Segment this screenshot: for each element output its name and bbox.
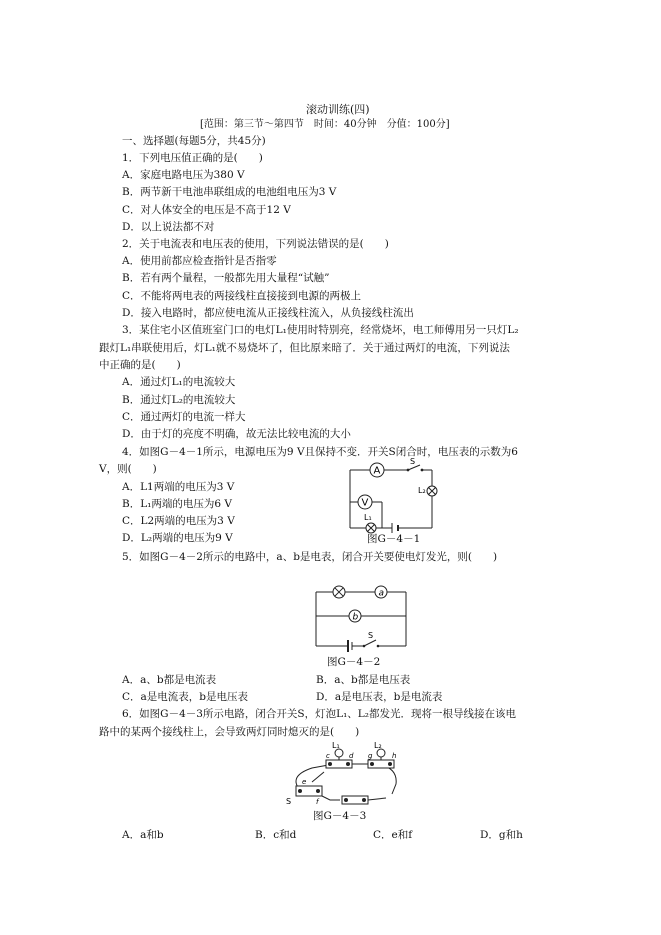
fig3-l1-label: L₁ xyxy=(332,741,340,750)
q5-option-d: D．a是电压表，b是电流表 xyxy=(316,691,443,703)
figure-g-4-3-circuit xyxy=(282,742,406,806)
q6-option-d: D．g和h xyxy=(480,829,523,841)
q2-option-c: C．不能将两电表的两接线柱直接接到电源的两极上 xyxy=(122,290,362,302)
q5-option-b: B．a、b都是电压表 xyxy=(316,674,411,686)
figure-g-4-3-caption: 图G－4－3 xyxy=(313,810,367,822)
page-title: 滚动训练(四) xyxy=(306,103,370,116)
fig2-meter-b-label: b xyxy=(352,612,359,623)
fig3-c-label: c xyxy=(326,752,330,760)
q5-option-a: A．a、b都是电流表 xyxy=(122,674,217,686)
fig2-switch-label: S xyxy=(368,631,374,640)
q1-stem: 1．下列电压值正确的是( ) xyxy=(122,152,263,164)
q1-option-b: B．两节新干电池串联组成的电池组电压为3 V xyxy=(122,186,337,198)
q1-option-d: D．以上说法都不对 xyxy=(122,221,215,233)
fig3-s-label: S xyxy=(286,797,292,806)
fig3-h-label: h xyxy=(392,752,397,760)
q6-option-c: C．e和f xyxy=(373,829,413,841)
fig3-f-label: f xyxy=(316,798,319,806)
q2-option-b: B．若有两个量程，一般都先用大量程“试触” xyxy=(122,272,330,284)
q3-option-b: B．通过灯L₂的电流较大 xyxy=(122,394,236,406)
q6-line2: 路中的某两个接线柱上，会导致两灯同时熄灭的是( ) xyxy=(99,726,360,738)
fig1-switch-label: S xyxy=(410,457,416,466)
fig2-meter-a-label: a xyxy=(378,588,385,599)
figure-g-4-2-caption: 图G－4－2 xyxy=(327,656,381,668)
q2-option-d: D．接入电路时，都应使电流从正接线柱流入，从负接线柱流出 xyxy=(122,307,414,319)
q3-option-d: D．由于灯的亮度不明确，故无法比较电流的大小 xyxy=(122,428,351,440)
figure-g-4-1-caption: 图G－4－1 xyxy=(367,533,421,545)
figure-g-4-2-circuit xyxy=(312,583,410,653)
section-heading: 一、选择题(每题5分，共45分) xyxy=(122,135,266,147)
fig3-g-label: g xyxy=(368,752,373,760)
fig1-lamp2-label: L₂ xyxy=(418,486,426,495)
q4-option-a: A．L1两端的电压为3 V xyxy=(122,481,235,493)
fig1-voltmeter-label: V xyxy=(361,497,369,509)
figure-g-4-1-circuit xyxy=(346,457,442,534)
q4-line1: 4．如图G－4－1所示，电源电压为9 V且保持不变．开关S闭合时，电压表的示数为6 xyxy=(122,446,518,458)
q5-option-c: C．a是电流表，b是电压表 xyxy=(122,691,249,703)
q4-option-b: B．L₁两端的电压为6 V xyxy=(122,498,232,510)
q3-option-c: C．通过两灯的电流一样大 xyxy=(122,411,246,423)
q6-option-a: A．a和b xyxy=(122,829,164,841)
q2-stem: 2．关于电流表和电压表的使用，下列说法错误的是( ) xyxy=(122,238,389,250)
q5-stem: 5．如图G－4－2所示的电路中，a、b是电表，闭合开关要使电灯发光，则( ) xyxy=(122,551,498,563)
q1-option-a: A．家庭电路电压为380 V xyxy=(122,169,245,181)
fig3-d-label: d xyxy=(349,752,354,760)
q4-option-c: C．L2两端的电压为3 V xyxy=(122,515,235,527)
scope-line: [范围：第三节～第四节 时间：40分钟 分值：100分] xyxy=(200,119,450,130)
q4-line2: V，则( ) xyxy=(99,463,157,475)
q3-line2: 跟灯L₁串联使用后，灯L₁就不易烧坏了，但比原来暗了．关于通过两灯的电流，下列说法 xyxy=(99,342,510,354)
q3-option-a: A．通过灯L₁的电流较大 xyxy=(122,376,236,388)
fig3-e-label: e xyxy=(302,778,307,786)
q4-option-d: D．L₂两端的电压为9 V xyxy=(122,532,233,544)
q6-option-b: B．c和d xyxy=(255,829,297,841)
fig1-lamp1-label: L₁ xyxy=(364,513,372,522)
q2-option-a: A．使用前都应检查指针是否指零 xyxy=(122,255,277,267)
q3-line3: 中正确的是( ) xyxy=(99,359,181,371)
q3-line1: 3．某住宅小区值班室门口的电灯L₁使用时特别亮，经常烧坏，电工师傅用另一只灯L₂ xyxy=(122,324,519,336)
q1-option-c: C．对人体安全的电压是不高于12 V xyxy=(122,204,291,216)
fig1-ammeter-label: A xyxy=(373,465,381,477)
fig3-l2-label: L₂ xyxy=(374,741,382,750)
q6-line1: 6．如图G－4－3所示电路，闭合开关S，灯泡L₁、L₂都发光．现将一根导线接在该电 xyxy=(122,708,516,720)
